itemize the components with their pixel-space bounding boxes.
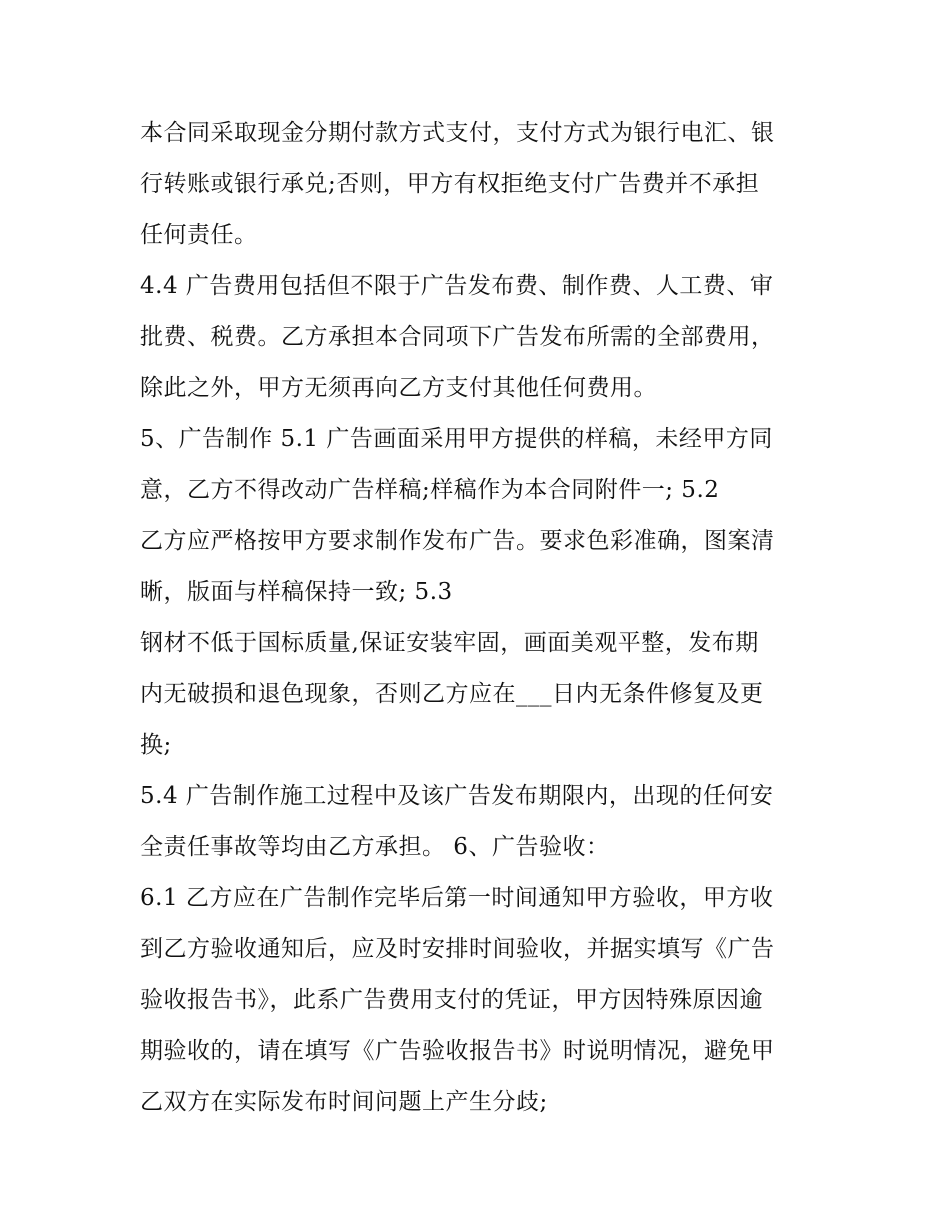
text-line: 到乙方验收通知后，应及时安排时间验收，并据实填写《广告 xyxy=(140,936,775,962)
text-line: 内无破损和退色现象，否则乙方应在___日内无条件修复及更 xyxy=(140,681,764,707)
text-line: 验收报告书》，此系广告费用支付的凭证，甲方因特殊原因逾 xyxy=(140,987,763,1013)
text-line: 本合同采取现金分期付款方式支付，支付方式为银行电汇、银 xyxy=(140,120,775,146)
text-line: 乙方应严格按甲方要求制作发布广告。要求色彩准确，图案清 xyxy=(140,528,775,554)
text-line: 5.4 广告制作施工过程中及该广告发布期限内，出现的任何安 xyxy=(140,783,774,809)
text-line: 乙双方在实际发布时间问题上产生分歧; xyxy=(140,1089,548,1115)
text-line: 5、广告制作 5.1 广告画面采用甲方提供的样稿，未经甲方同 xyxy=(140,426,773,452)
document-body xyxy=(140,108,820,1128)
text-line: 意，乙方不得改动广告样稿;样稿作为本合同附件一; 5.2 xyxy=(140,477,720,503)
text-line: 行转账或银行承兑;否则，甲方有权拒绝支付广告费并不承担 xyxy=(140,171,760,197)
text-line: 批费、税费。乙方承担本合同项下广告发布所需的全部费用， xyxy=(140,324,775,350)
text-line: 期验收的，请在填写《广告验收报告书》时说明情况，避免甲 xyxy=(140,1038,775,1064)
text-line: 晰，版面与样稿保持一致; 5.3 xyxy=(140,579,453,605)
text-line: 全责任事故等均由乙方承担。 6、广告验收： xyxy=(140,834,610,860)
text-line: 4.4 广告费用包括但不限于广告发布费、制作费、人工费、审 xyxy=(140,273,774,299)
text-line: 钢材不低于国标质量,保证安装牢固，画面美观平整，发布期 xyxy=(140,630,759,656)
text-line: 除此之外，甲方无须再向乙方支付其他任何费用。 xyxy=(140,375,657,401)
text-line: 任何责任。 xyxy=(140,222,258,248)
text-line: 6.1 乙方应在广告制作完毕后第一时间通知甲方验收，甲方收 xyxy=(140,885,774,911)
text-line: 换; xyxy=(140,732,172,758)
